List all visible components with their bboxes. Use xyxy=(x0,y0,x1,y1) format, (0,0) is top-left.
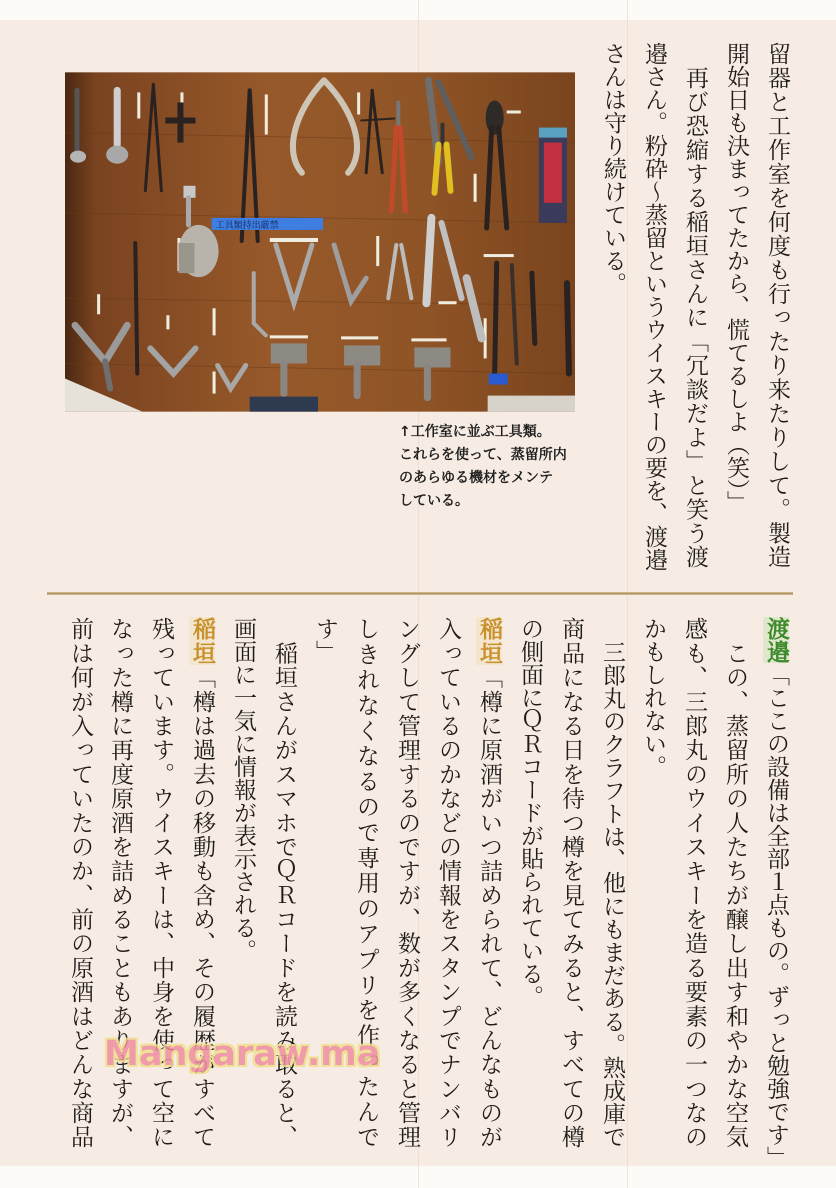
body-column: しきれなくなるので専用のアプリを作ったんで xyxy=(353,617,379,1148)
caption-line: ↑工作室に並ぶ工具類。 xyxy=(399,424,551,440)
body-column: 感も、三郎丸のウイスキーを造る要素の一つなの xyxy=(681,617,707,1149)
caption-line: している。 xyxy=(399,493,469,509)
body-column: なった樽に再度原酒を詰めることもありますが、 xyxy=(107,617,133,1148)
body-column: かもしれない。 xyxy=(640,617,666,778)
workshop-tools-photo xyxy=(65,72,575,412)
caption-line: これらを使って、蒸留所内 xyxy=(399,447,567,463)
body-column: 開始日も決まってたから、慌てるしよ（笑）」 xyxy=(723,42,749,514)
section-divider xyxy=(47,592,793,595)
body-column xyxy=(476,617,502,1148)
body-column: 留器と工作室を何度も行ったり来たりして。製造 xyxy=(764,42,790,568)
photo-caption xyxy=(399,421,579,513)
body-column: 前は何が入っていたのか、前の原酒はどんな商品 xyxy=(67,617,93,1148)
body-column: 稲垣さんがスマホでＱＲコードを読み取ると、 xyxy=(271,617,297,1149)
column-text: 「ここの設備は全部１点もの。ずっと勉強です」 xyxy=(763,663,789,1169)
photo-warning-label: 工具類持出厳禁 xyxy=(215,220,279,231)
body-column: す」 xyxy=(312,617,338,663)
caption-line: のあらゆる機材をメンテ xyxy=(399,470,553,486)
up-arrow-icon: ↑ xyxy=(399,424,411,440)
body-column: の側面にＱＲコードが貼られている。 xyxy=(517,617,543,1008)
body-column: 三郎丸のクラフトは、他にもまだある。熟成庫で xyxy=(599,617,625,1148)
body-column: さんは守り続けている。 xyxy=(600,42,626,295)
body-column xyxy=(763,617,789,1169)
body-column: 画面に一気に情報が表示される。 xyxy=(230,617,256,962)
body-column: 残っています。ウイスキーは、中身を使って空に xyxy=(148,617,174,1148)
body-column: この、蒸留所の人たちが醸し出す和やかな空気 xyxy=(722,617,748,1149)
watermark-text: Mangaraw.ma xyxy=(104,1034,381,1074)
body-column: ングして管理するのですが、数が多くなると管理 xyxy=(394,617,420,1149)
body-column: 商品になる日を待つ樽を見てみると、すべての樽 xyxy=(558,617,584,1148)
speaker-label-inagaki: 稲垣 xyxy=(476,617,502,666)
body-column: 入っているのかなどの情報をスタンプでナンバリ xyxy=(435,617,461,1148)
body-column: 邉さん。粉砕〜蒸留というウイスキーの要を、渡邉 xyxy=(641,42,667,571)
speaker-label-watanabe: 渡邉 xyxy=(763,617,789,663)
column-text: 「樽は過去の移動も含め、その履歴がすべて xyxy=(189,665,215,1149)
column-text: 「樽に原酒がいつ詰められて、どんなものが xyxy=(476,665,502,1149)
body-column: 再び恐縮する稲垣さんに「冗談だよ」と笑う渡 xyxy=(682,42,708,568)
speaker-label-inagaki: 稲垣 xyxy=(189,617,215,666)
